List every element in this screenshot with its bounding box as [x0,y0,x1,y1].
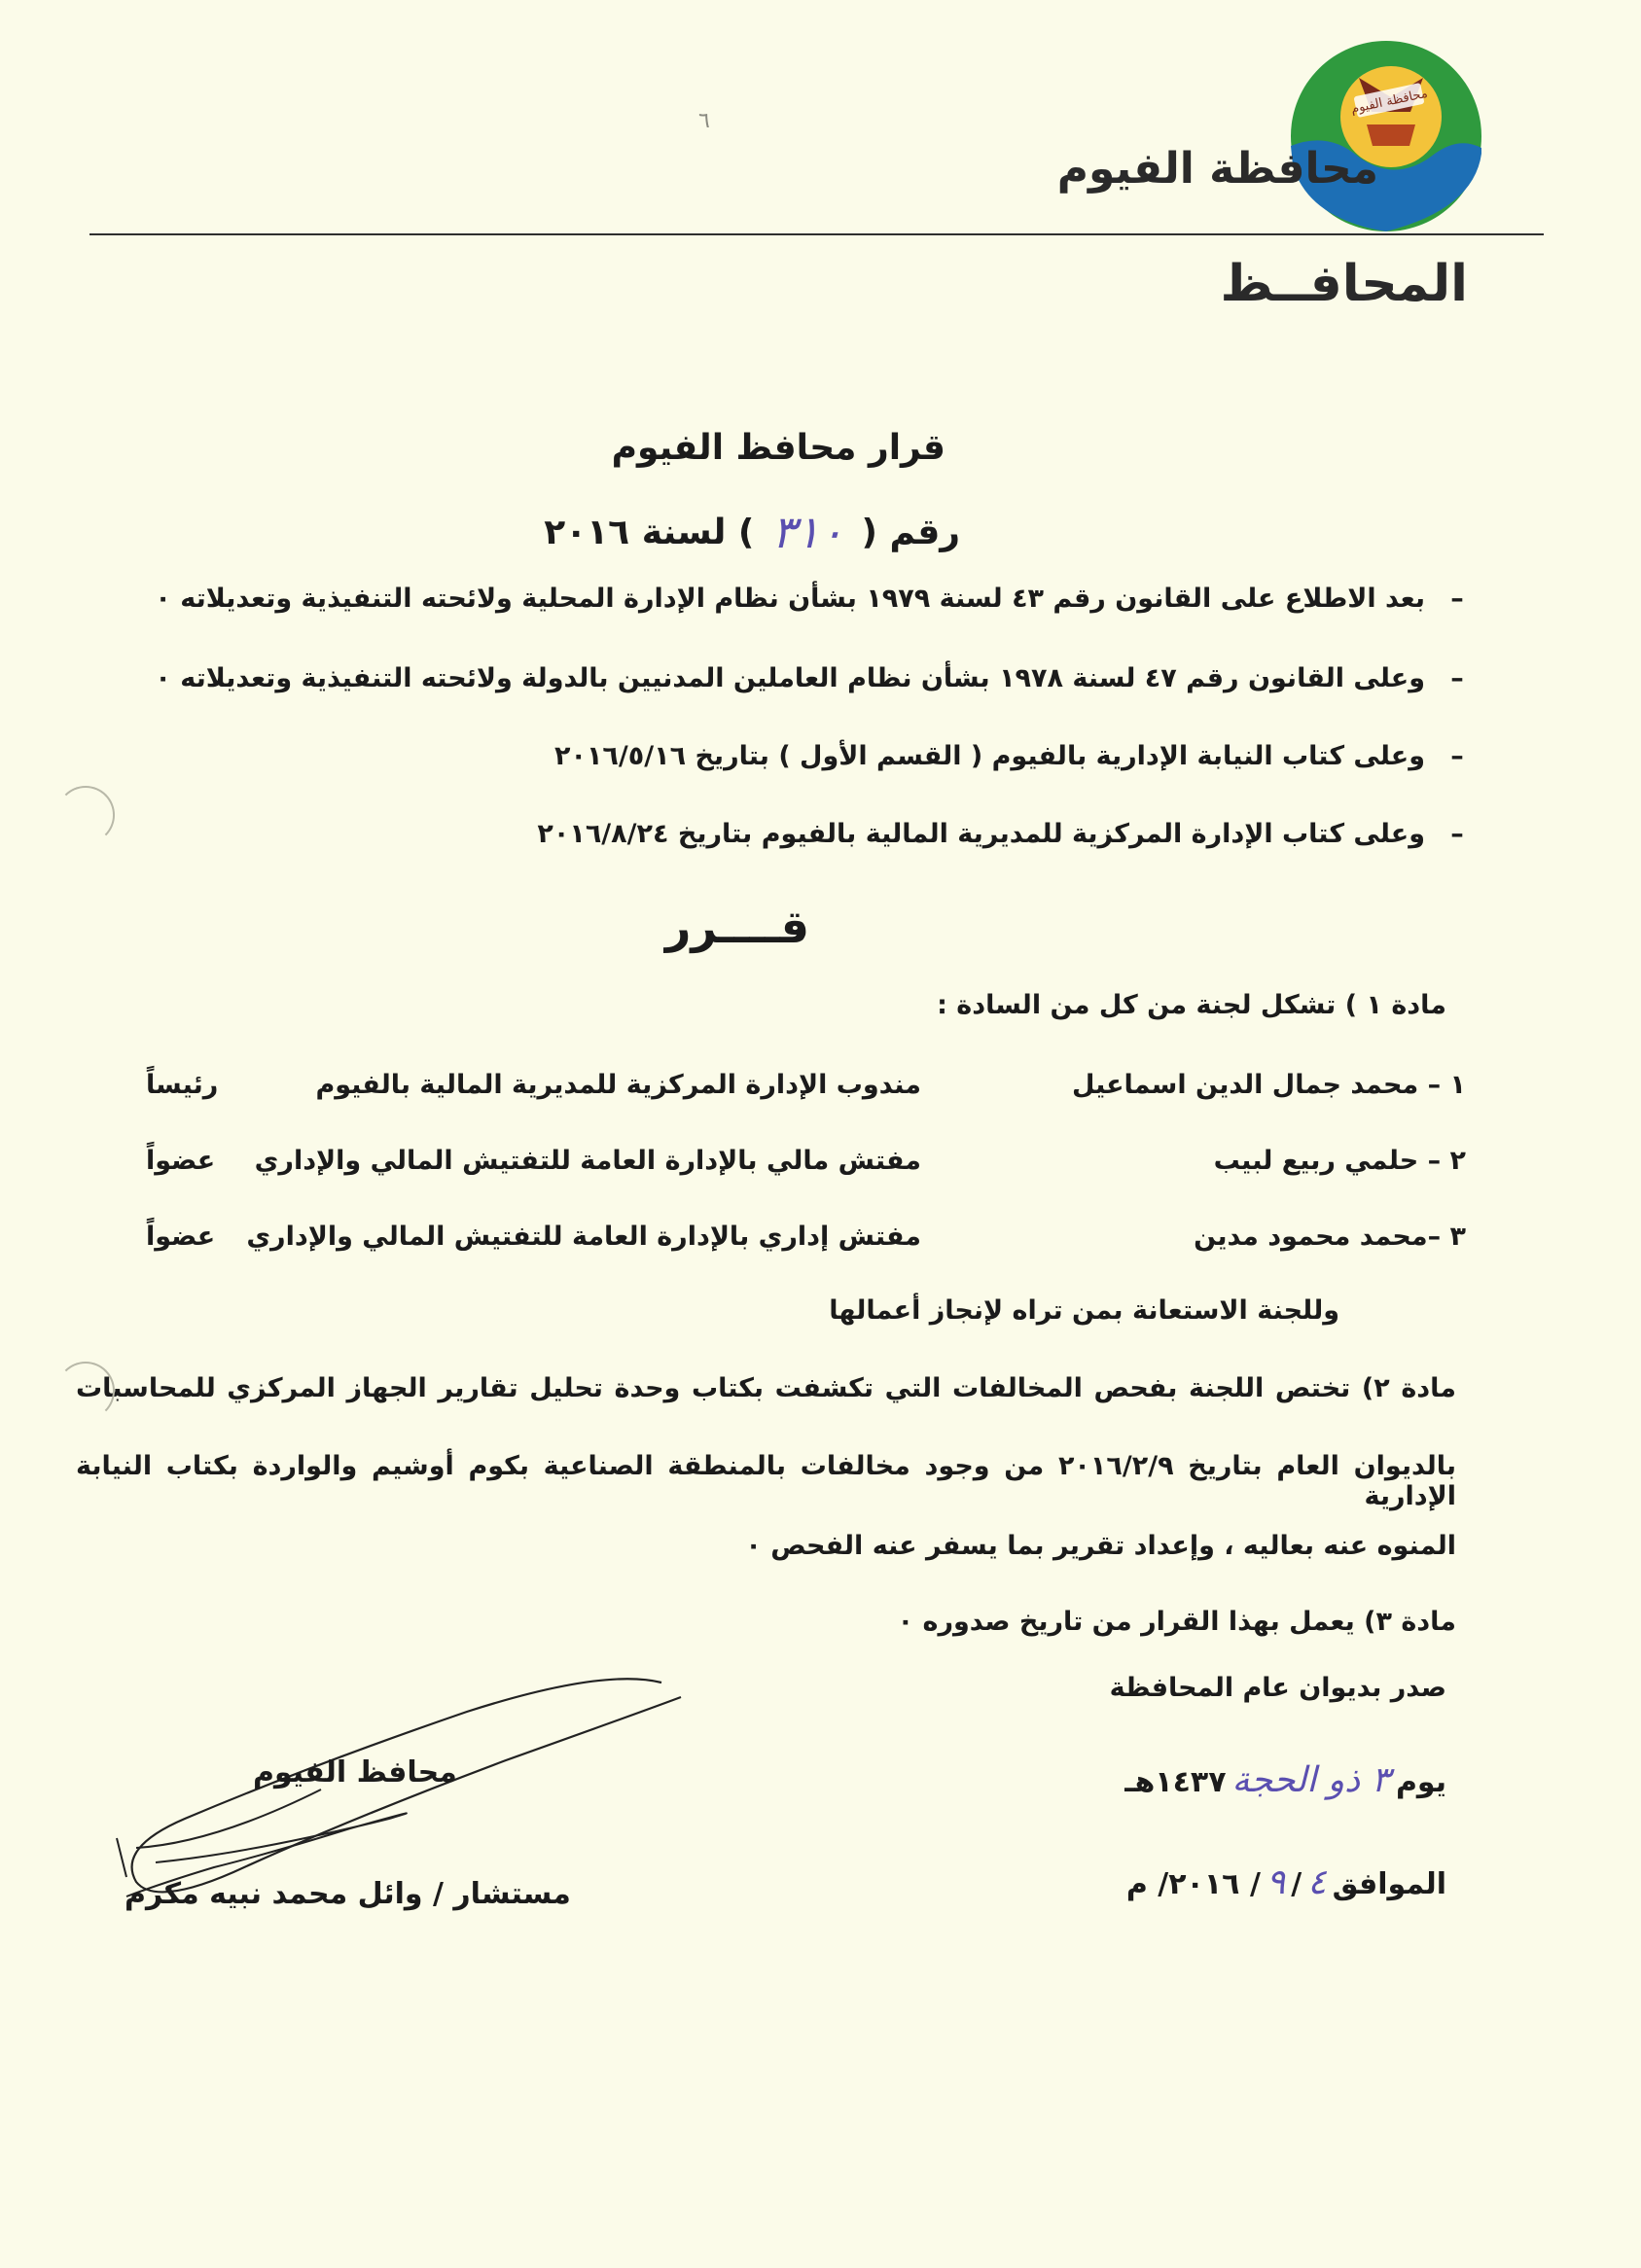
recital-text: وعلى القانون رقم ٤٧ لسنة ١٩٧٨ بشأن نظام العاملين المدنيين بالدولة ولائحته التنفيذية وتعديلاته ٠ [155,663,1425,693]
recital-dash: – [1450,584,1464,614]
office-title: المحافــظ [1220,255,1468,313]
committee-member-row [146,1222,1466,1264]
member-name: ١ – محمد جمال الدين اسماعيل [1071,1070,1466,1100]
article-2-line: المنوه عنه بعاليه ، وإعداد تقرير بما يسفر عنه الفحص ٠ [745,1531,1456,1561]
recital-text: وعلى كتاب الإدارة المركزية للمديرية المالية بالفيوم بتاريخ ٢٠١٦/٨/٢٤ [537,819,1425,849]
governorate-logo [1289,39,1483,233]
member-name: ٣ –محمد محمود مدين [1194,1222,1466,1252]
recital-dash: – [1450,819,1464,849]
greg-month-handwritten: ٩ [1266,1862,1286,1902]
decree-title: قرار محافظ الفيوم [611,428,945,468]
decree-number-handwritten: ٣١٠ [771,506,844,558]
hijri-year: ١٤٣٧هـ [1124,1765,1227,1799]
hijri-prefix: يوم [1395,1765,1446,1799]
article-1-intro: مادة ١ ) تشكل لجنة من كل من السادة : [937,990,1446,1020]
signatory-name: مستشار / وائل محمد نبيه مكرم [125,1877,571,1911]
hijri-date [1124,1760,1446,1800]
corner-mark: ٦ [698,109,710,133]
committee-member-row [146,1146,1466,1188]
recital-item [155,663,1468,693]
member-status: عضواً [146,1146,216,1176]
organization-name: محافظة الفيوم [1056,144,1378,194]
article-2-line: مادة ٢) تختص اللجنة بفحص المخالفات التي تكشفت بكتاب وحدة تحليل تقارير الجهاز المركزي للمحاسبات [76,1373,1456,1403]
article-2-line: بالديوان العام بتاريخ ٢٠١٦/٢/٩ من وجود مخالفات بالمنطقة الصناعية بكوم أوشيم والواردة بكتاب النيابة الإدارية [76,1451,1456,1511]
punch-hole [56,786,115,844]
decree-number-suffix: ) لسنة ٢٠١٦ [544,512,755,552]
recital-text: بعد الاطلاع على القانون رقم ٤٣ لسنة ١٩٧٩ بشأن نظام الإدارة المحلية ولائحته التنفيذية وتعديلاته ٠ [155,584,1425,614]
committee-member-row [146,1070,1466,1113]
member-role: مفتش مالي بالإدارة العامة للتفتيش المالي والإداري [254,1146,921,1176]
member-role: مندوب الإدارة المركزية للمديرية المالية بالفيوم [315,1070,921,1100]
recital-dash: – [1450,663,1464,693]
hijri-day-handwritten: ٣ ذو الحجة [1231,1760,1390,1800]
decree-number-line [544,506,960,558]
greg-year: / ٢٠١٦/ م [1125,1867,1261,1901]
recital-item [155,584,1468,614]
recital-dash: – [1450,741,1464,771]
punch-hole [56,1362,115,1420]
recital-text: وعلى كتاب النيابة الإدارية بالفيوم ( القسم الأول ) بتاريخ ٢٠١٦/٥/١٦ [553,741,1425,771]
greg-day-handwritten: ٤ [1307,1862,1327,1902]
member-role: مفتش إداري بالإدارة العامة للتفتيش المالي والإداري [246,1222,921,1252]
recital-item [554,741,1468,771]
member-status: رئيساً [146,1070,219,1100]
member-status: عضواً [146,1222,216,1252]
svg-text:محافظة الفيوم: محافظة الفيوم [1349,86,1430,118]
signatory-title: محافظ الفيوم [253,1755,457,1790]
article-1-note: وللجنة الاستعانة بمن تراه لإنجاز أعمالها [829,1295,1339,1326]
decides-heading: قــــرر [664,901,809,953]
recital-item [537,819,1468,849]
member-name: ٢ – حلمي ربيع لبيب [1213,1146,1466,1176]
issued-at: صدر بديوان عام المحافظة [1109,1673,1446,1703]
gregorian-date: الموافق ٤ / ٩ / ٢٠١٦/ م [1125,1862,1446,1902]
decree-number-prefix: رقم ( [861,512,960,552]
greg-prefix: الموافق [1332,1867,1446,1901]
article-3: مادة ٣) يعمل بهذا القرار من تاريخ صدوره ٠ [897,1607,1456,1637]
header-divider [89,233,1544,235]
